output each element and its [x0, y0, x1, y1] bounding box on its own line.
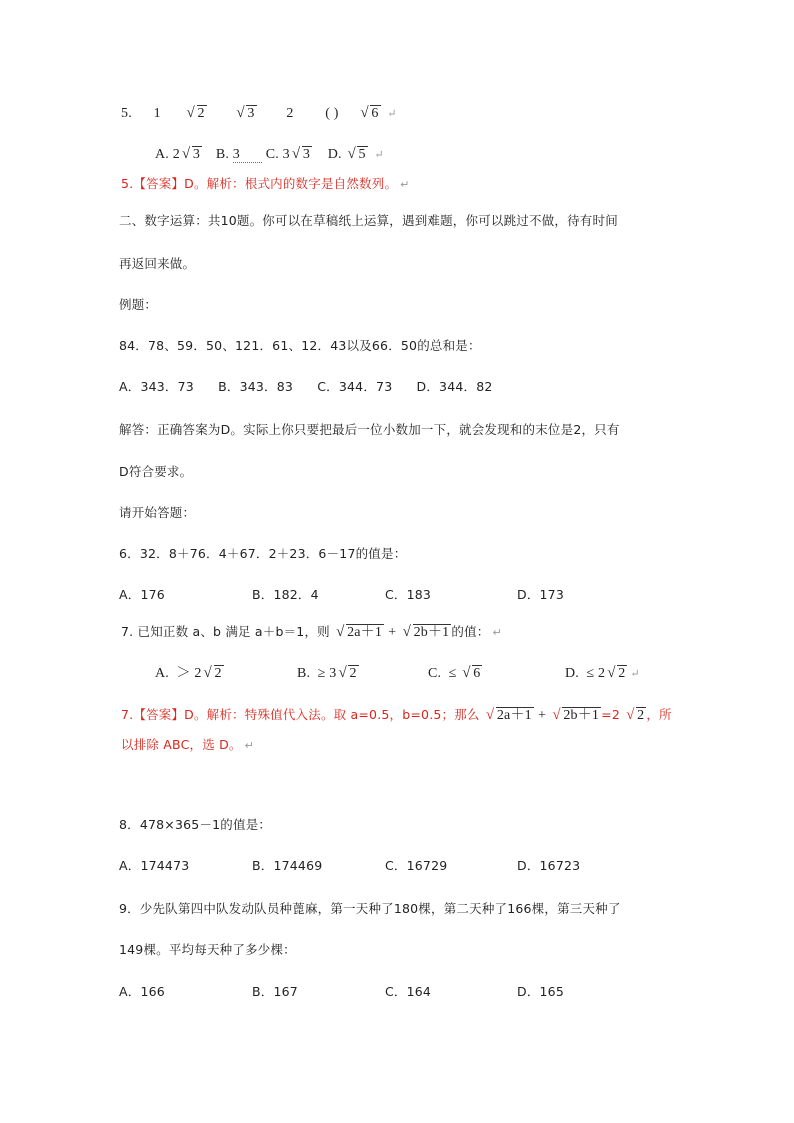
example-label: 例题：	[119, 297, 158, 312]
q7-option-b: B. ≥ 3 √ 2	[297, 665, 357, 681]
q5-term-1: 1	[153, 106, 161, 121]
enter-mark-icon: ↵	[374, 149, 384, 161]
q7-answer-sqrt-a: √ 2a＋1	[485, 707, 532, 723]
q9-option-b: B．167	[252, 984, 298, 999]
section-2-title-line1: 二、数字运算：共10题。你可以在草稿纸上运算，遇到难题，你可以跳过不做，待有时间	[119, 213, 618, 228]
q5-option-d: D. √ 5	[327, 146, 366, 162]
q5-blank: ( )	[325, 106, 339, 121]
q5-term-4: 2	[286, 106, 294, 121]
q5-option-a: A. 2 √ 3	[155, 146, 201, 162]
q7-option-c: C. ≤ √ 6	[428, 665, 481, 681]
q5-options	[155, 145, 384, 165]
q5-option-b: B. 3	[216, 147, 262, 162]
q6-option-b: B．182．4	[252, 587, 319, 602]
q8-stem: 8．478×365－1的值是：	[119, 817, 272, 832]
q5-stem	[121, 104, 397, 124]
example-answer-line2: D符合要求。	[119, 464, 193, 479]
q7-answer-line1: 7.【答案】D。解析：特殊值代入法。取 a=0.5，b=0.5；那么 √ 2a＋1 + √ 2b＋1 =2 √ 2 ，所	[121, 705, 672, 726]
example-option-b: B．343．83	[218, 379, 294, 394]
q7-option-a: A. ＞ 2 √ 2	[155, 665, 222, 681]
example-option-a: A．343．73	[119, 379, 194, 394]
enter-mark-icon: ↵	[387, 108, 397, 120]
q6-option-d: D．173	[517, 587, 564, 602]
q7-option-d: D. ≤ 2 √ 2 ↵	[565, 665, 640, 681]
q8-option-b: B．174469	[252, 858, 323, 873]
enter-mark-icon: ↵	[630, 668, 640, 680]
q5-sqrt-2: √ 2	[186, 105, 205, 121]
example-options	[119, 377, 493, 397]
q9-stem-line2: 149棵。平均每天种了多少棵：	[119, 942, 296, 957]
enter-mark-icon: ↵	[492, 626, 502, 639]
q7-answer-line2: 以排除 ABC，选 D。 ↵	[121, 737, 255, 752]
q6-option-c: C．183	[385, 587, 432, 602]
example-question: 84．78、59．50、121．61、12．43以及66．50的总和是：	[119, 338, 481, 353]
start-label: 请开始答题：	[119, 505, 196, 520]
q9-option-c: C．164	[385, 984, 432, 999]
q7-stem: 7. 已知正数 a、b 满足 a＋b＝1，则 √ 2a＋1 + √ 2b＋1 的值： ↵	[121, 622, 502, 643]
q9-stem-line1: 9．少先队第四中队发动队员种蓖麻，第一天种了180棵，第二天种了166棵，第三天种了	[119, 901, 621, 916]
q7-answer-sqrt-c: √ 2	[626, 707, 645, 723]
q5-option-c: C. 3 √ 3	[265, 146, 311, 162]
example-option-d: D．344．82	[416, 379, 493, 394]
section-2-title-line2: 再返回来做。	[119, 256, 196, 271]
example-option-c: C．344．73	[317, 379, 393, 394]
q5-number: 5.	[121, 106, 132, 121]
q8-option-a: A．174473	[119, 858, 190, 873]
q7-sqrt-b: √ 2b＋1	[402, 624, 450, 640]
q7-answer-sqrt-b: √ 2b＋1	[552, 707, 600, 723]
q5-sqrt-3: √ 3	[236, 105, 255, 121]
q6-option-a: A．176	[119, 587, 165, 602]
q5-answer: 5.【答案】D。解析：根式内的数字是自然数列。 ↵	[121, 176, 410, 191]
example-answer-line1: 解答：正确答案为D。实际上你只要把最后一位小数加一下，就会发现和的末位是2，只有	[119, 422, 620, 437]
q8-option-d: D．16723	[517, 858, 581, 873]
q9-option-a: A．166	[119, 984, 165, 999]
q8-option-c: C．16729	[385, 858, 448, 873]
enter-mark-icon: ↵	[400, 178, 410, 191]
q6-stem: 6．32．8＋76．4＋67．2＋23．6－17的值是：	[119, 546, 407, 561]
q9-option-d: D．165	[517, 984, 564, 999]
enter-mark-icon: ↵	[244, 739, 255, 752]
q7-sqrt-a: √ 2a＋1	[336, 624, 383, 640]
q5-sqrt-6: √ 6	[360, 105, 379, 121]
